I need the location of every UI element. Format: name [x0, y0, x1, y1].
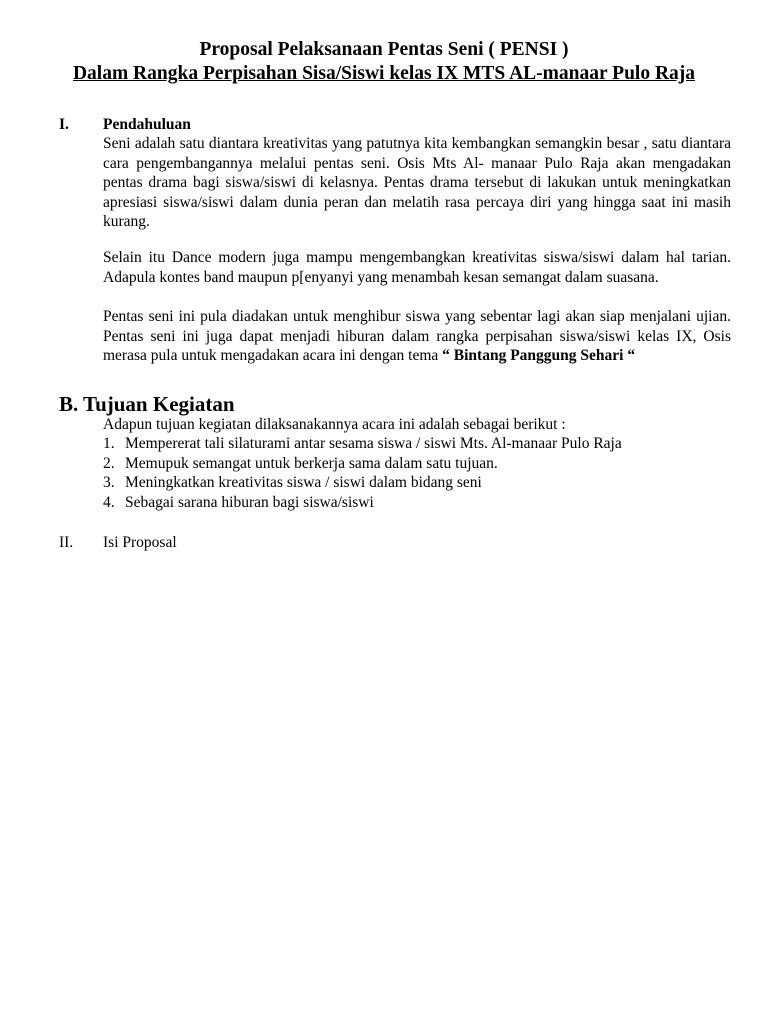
list-item-number: 2.: [103, 454, 115, 472]
section-2-number: II.: [59, 534, 74, 551]
list-item-number: 3.: [103, 474, 115, 491]
section-b-title: Tujuan Kegiatan: [83, 392, 235, 416]
list-item: [103, 454, 622, 474]
list-item-text: Sebagai sarana hiburan bagi siswa/siswi: [125, 493, 374, 511]
list-item: [103, 473, 622, 493]
intro-paragraph-1: Seni adalah satu diantara kreativitas yang patutnya kita kembangkan semangkin besar , satu diantara cara pengembangannya melalui pentas seni. Osis Mts Al- manaar Pulo Raja akan mengadakan pentas drama bagi siswa/siswi di kelasnya. Pentas drama tersebut di lakukan untuk meningkatkan apresiasi siswa/siswi dalam dunia peran dan melatih rasa percaya diri yang hingga saat ini masih kurang.: [103, 135, 731, 230]
list-item-text: Mempererat tali silaturami antar sesama siswa / siswi Mts. Al-manaar Pulo Raja: [125, 435, 622, 452]
list-item-text: Memupuk semangat untuk berkerja sama dalam satu tujuan.: [125, 454, 498, 472]
intro-paragraph-2: Selain itu Dance modern juga mampu mengembangkan kreativitas siswa/siswi dalam hal tarian. Adapula kontes band maupun p[enyanyi yang menambah kesan semangat dalam suasana.: [103, 249, 731, 286]
section-1-number: I.: [59, 116, 69, 133]
list-item: [103, 434, 622, 454]
section-1-heading: Pendahuluan: [103, 116, 191, 133]
section-b-number: B.: [59, 392, 79, 416]
section-b-heading: [59, 391, 235, 417]
list-item-number: 1.: [103, 435, 115, 452]
paragraph-3-text: Pentas seni ini pula diadakan untuk menghibur siswa yang sebentar lagi akan siap menjalani ujian. Pentas seni ini juga dapat menjadi hiburan dalam rangka perpisahan siswa/siswi kelas IX, Osis merasa pula untuk mengadakan acara ini dengan tema: [103, 308, 731, 364]
event-theme: “ Bintang Panggung Sehari “: [442, 347, 636, 364]
list-item: [103, 493, 622, 513]
document-title: Proposal Pelaksanaan Pentas Seni ( PENSI ): [199, 39, 569, 60]
goals-list: [103, 434, 622, 512]
intro-paragraph-3: [103, 307, 731, 366]
list-item-text: Meningkatkan kreativitas siswa / siswi dalam bidang seni: [125, 474, 482, 491]
document-subtitle: Dalam Rangka Perpisahan Sisa/Siswi kelas IX MTS AL-manaar Pulo Raja: [72, 63, 696, 84]
goals-intro: Adapun tujuan kegiatan dilaksanakannya acara ini adalah sebagai berikut :: [103, 416, 566, 433]
section-2-heading: Isi Proposal: [103, 534, 177, 551]
list-item-number: 4.: [103, 493, 115, 511]
